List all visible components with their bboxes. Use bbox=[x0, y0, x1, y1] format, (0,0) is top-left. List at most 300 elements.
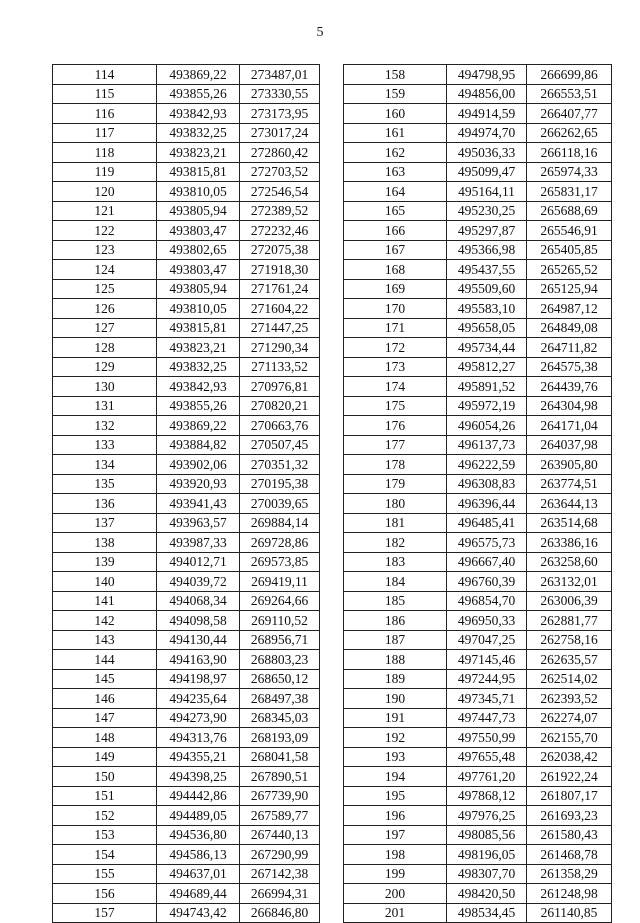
x-coordinate-cell: 494355,21 bbox=[157, 747, 240, 767]
x-coordinate-cell: 497868,12 bbox=[447, 786, 527, 806]
table-row bbox=[53, 299, 320, 319]
x-coordinate-cell: 494012,71 bbox=[157, 552, 240, 572]
x-coordinate-cell: 496485,41 bbox=[447, 513, 527, 533]
y-coordinate-cell: 261580,43 bbox=[527, 825, 612, 845]
table-row bbox=[53, 513, 320, 533]
x-coordinate-cell: 493842,93 bbox=[157, 377, 240, 397]
y-coordinate-cell: 268650,12 bbox=[240, 669, 320, 689]
point-number-cell: 127 bbox=[53, 318, 157, 338]
x-coordinate-cell: 497550,99 bbox=[447, 728, 527, 748]
point-number-cell: 130 bbox=[53, 377, 157, 397]
point-number-cell: 196 bbox=[344, 806, 447, 826]
table-row bbox=[344, 884, 612, 904]
y-coordinate-cell: 267142,38 bbox=[240, 864, 320, 884]
x-coordinate-cell: 493941,43 bbox=[157, 494, 240, 514]
table-row bbox=[53, 279, 320, 299]
y-coordinate-cell: 272703,52 bbox=[240, 162, 320, 182]
point-number-cell: 195 bbox=[344, 786, 447, 806]
table-row bbox=[344, 162, 612, 182]
table-row bbox=[344, 786, 612, 806]
y-coordinate-cell: 264987,12 bbox=[527, 299, 612, 319]
table-row bbox=[344, 143, 612, 163]
point-number-cell: 156 bbox=[53, 884, 157, 904]
point-number-cell: 179 bbox=[344, 474, 447, 494]
y-coordinate-cell: 271604,22 bbox=[240, 299, 320, 319]
table-row bbox=[344, 630, 612, 650]
table-row bbox=[53, 767, 320, 787]
point-number-cell: 197 bbox=[344, 825, 447, 845]
point-number-cell: 186 bbox=[344, 611, 447, 631]
y-coordinate-cell: 268497,38 bbox=[240, 689, 320, 709]
y-coordinate-cell: 262038,42 bbox=[527, 747, 612, 767]
y-coordinate-cell: 270507,45 bbox=[240, 435, 320, 455]
y-coordinate-cell: 263386,16 bbox=[527, 533, 612, 553]
y-coordinate-cell: 273017,24 bbox=[240, 123, 320, 143]
point-number-cell: 155 bbox=[53, 864, 157, 884]
y-coordinate-cell: 269573,85 bbox=[240, 552, 320, 572]
point-number-cell: 131 bbox=[53, 396, 157, 416]
y-coordinate-cell: 271290,34 bbox=[240, 338, 320, 358]
x-coordinate-cell: 495509,60 bbox=[447, 279, 527, 299]
y-coordinate-cell: 262155,70 bbox=[527, 728, 612, 748]
table-row bbox=[344, 123, 612, 143]
table-row bbox=[344, 650, 612, 670]
table-row bbox=[344, 396, 612, 416]
table-row bbox=[53, 728, 320, 748]
point-number-cell: 161 bbox=[344, 123, 447, 143]
table-row bbox=[344, 611, 612, 631]
y-coordinate-cell: 268803,23 bbox=[240, 650, 320, 670]
x-coordinate-cell: 496222,59 bbox=[447, 455, 527, 475]
table-row bbox=[53, 435, 320, 455]
table-row bbox=[53, 708, 320, 728]
table-row bbox=[344, 84, 612, 104]
point-number-cell: 132 bbox=[53, 416, 157, 436]
y-coordinate-cell: 272546,54 bbox=[240, 182, 320, 202]
coordinates-table-left bbox=[52, 64, 320, 923]
x-coordinate-cell: 494637,01 bbox=[157, 864, 240, 884]
y-coordinate-cell: 269728,86 bbox=[240, 533, 320, 553]
table-row bbox=[53, 630, 320, 650]
table-row bbox=[344, 806, 612, 826]
table-row bbox=[53, 669, 320, 689]
y-coordinate-cell: 266699,86 bbox=[527, 65, 612, 85]
page-number: 5 bbox=[316, 25, 324, 40]
point-number-cell: 185 bbox=[344, 591, 447, 611]
table-row bbox=[53, 474, 320, 494]
y-coordinate-cell: 264304,98 bbox=[527, 396, 612, 416]
x-coordinate-cell: 495099,47 bbox=[447, 162, 527, 182]
x-coordinate-cell: 495036,33 bbox=[447, 143, 527, 163]
y-coordinate-cell: 270663,76 bbox=[240, 416, 320, 436]
point-number-cell: 200 bbox=[344, 884, 447, 904]
point-number-cell: 129 bbox=[53, 357, 157, 377]
x-coordinate-cell: 497047,25 bbox=[447, 630, 527, 650]
x-coordinate-cell: 494489,05 bbox=[157, 806, 240, 826]
x-coordinate-cell: 493869,22 bbox=[157, 416, 240, 436]
x-coordinate-cell: 494974,70 bbox=[447, 123, 527, 143]
x-coordinate-cell: 493855,26 bbox=[157, 84, 240, 104]
y-coordinate-cell: 266262,65 bbox=[527, 123, 612, 143]
point-number-cell: 143 bbox=[53, 630, 157, 650]
table-row bbox=[344, 299, 612, 319]
point-number-cell: 164 bbox=[344, 182, 447, 202]
x-coordinate-cell: 494689,44 bbox=[157, 884, 240, 904]
x-coordinate-cell: 493855,26 bbox=[157, 396, 240, 416]
x-coordinate-cell: 495297,87 bbox=[447, 221, 527, 241]
x-coordinate-cell: 496760,39 bbox=[447, 572, 527, 592]
point-number-cell: 201 bbox=[344, 903, 447, 923]
point-number-cell: 115 bbox=[53, 84, 157, 104]
y-coordinate-cell: 273330,55 bbox=[240, 84, 320, 104]
x-coordinate-cell: 495972,19 bbox=[447, 396, 527, 416]
table-row bbox=[344, 494, 612, 514]
y-coordinate-cell: 264575,38 bbox=[527, 357, 612, 377]
y-coordinate-cell: 271918,30 bbox=[240, 260, 320, 280]
point-number-cell: 181 bbox=[344, 513, 447, 533]
table-row bbox=[344, 669, 612, 689]
x-coordinate-cell: 498085,56 bbox=[447, 825, 527, 845]
point-number-cell: 135 bbox=[53, 474, 157, 494]
table-row bbox=[344, 689, 612, 709]
coordinates-table-right bbox=[343, 64, 612, 923]
table-row bbox=[53, 357, 320, 377]
y-coordinate-cell: 263774,51 bbox=[527, 474, 612, 494]
point-number-cell: 121 bbox=[53, 201, 157, 221]
point-number-cell: 162 bbox=[344, 143, 447, 163]
table-row bbox=[53, 65, 320, 85]
y-coordinate-cell: 270820,21 bbox=[240, 396, 320, 416]
x-coordinate-cell: 494313,76 bbox=[157, 728, 240, 748]
point-number-cell: 116 bbox=[53, 104, 157, 124]
point-number-cell: 189 bbox=[344, 669, 447, 689]
point-number-cell: 193 bbox=[344, 747, 447, 767]
table-row bbox=[53, 747, 320, 767]
point-number-cell: 163 bbox=[344, 162, 447, 182]
point-number-cell: 134 bbox=[53, 455, 157, 475]
y-coordinate-cell: 261922,24 bbox=[527, 767, 612, 787]
y-coordinate-cell: 261693,23 bbox=[527, 806, 612, 826]
point-number-cell: 151 bbox=[53, 786, 157, 806]
x-coordinate-cell: 498534,45 bbox=[447, 903, 527, 923]
point-number-cell: 172 bbox=[344, 338, 447, 358]
x-coordinate-cell: 495734,44 bbox=[447, 338, 527, 358]
y-coordinate-cell: 267739,90 bbox=[240, 786, 320, 806]
table-row bbox=[344, 201, 612, 221]
table-row bbox=[53, 864, 320, 884]
point-number-cell: 141 bbox=[53, 591, 157, 611]
table-row bbox=[53, 455, 320, 475]
x-coordinate-cell: 496396,44 bbox=[447, 494, 527, 514]
x-coordinate-cell: 493810,05 bbox=[157, 299, 240, 319]
x-coordinate-cell: 497761,20 bbox=[447, 767, 527, 787]
y-coordinate-cell: 273173,95 bbox=[240, 104, 320, 124]
y-coordinate-cell: 269264,66 bbox=[240, 591, 320, 611]
x-coordinate-cell: 494743,42 bbox=[157, 903, 240, 923]
x-coordinate-cell: 493823,21 bbox=[157, 338, 240, 358]
point-number-cell: 171 bbox=[344, 318, 447, 338]
point-number-cell: 118 bbox=[53, 143, 157, 163]
point-number-cell: 145 bbox=[53, 669, 157, 689]
point-number-cell: 167 bbox=[344, 240, 447, 260]
x-coordinate-cell: 493842,93 bbox=[157, 104, 240, 124]
y-coordinate-cell: 261807,17 bbox=[527, 786, 612, 806]
table-row bbox=[344, 825, 612, 845]
x-coordinate-cell: 493803,47 bbox=[157, 260, 240, 280]
table-row bbox=[53, 260, 320, 280]
table-row bbox=[53, 845, 320, 865]
table-row bbox=[344, 357, 612, 377]
x-coordinate-cell: 494856,00 bbox=[447, 84, 527, 104]
table-row bbox=[53, 221, 320, 241]
table-row bbox=[344, 338, 612, 358]
table-row bbox=[53, 318, 320, 338]
y-coordinate-cell: 263514,68 bbox=[527, 513, 612, 533]
point-number-cell: 128 bbox=[53, 338, 157, 358]
y-coordinate-cell: 262635,57 bbox=[527, 650, 612, 670]
point-number-cell: 117 bbox=[53, 123, 157, 143]
y-coordinate-cell: 270976,81 bbox=[240, 377, 320, 397]
x-coordinate-cell: 494098,58 bbox=[157, 611, 240, 631]
x-coordinate-cell: 497345,71 bbox=[447, 689, 527, 709]
table-row bbox=[344, 240, 612, 260]
x-coordinate-cell: 494039,72 bbox=[157, 572, 240, 592]
x-coordinate-cell: 497976,25 bbox=[447, 806, 527, 826]
table-row bbox=[344, 260, 612, 280]
y-coordinate-cell: 269884,14 bbox=[240, 513, 320, 533]
table-row bbox=[344, 455, 612, 475]
point-number-cell: 126 bbox=[53, 299, 157, 319]
table-row bbox=[344, 435, 612, 455]
point-number-cell: 153 bbox=[53, 825, 157, 845]
table-row bbox=[53, 396, 320, 416]
x-coordinate-cell: 498307,70 bbox=[447, 864, 527, 884]
table-row bbox=[344, 708, 612, 728]
table-row bbox=[344, 767, 612, 787]
y-coordinate-cell: 272389,52 bbox=[240, 201, 320, 221]
x-coordinate-cell: 493805,94 bbox=[157, 201, 240, 221]
point-number-cell: 140 bbox=[53, 572, 157, 592]
x-coordinate-cell: 493805,94 bbox=[157, 279, 240, 299]
point-number-cell: 192 bbox=[344, 728, 447, 748]
x-coordinate-cell: 496667,40 bbox=[447, 552, 527, 572]
y-coordinate-cell: 262274,07 bbox=[527, 708, 612, 728]
point-number-cell: 166 bbox=[344, 221, 447, 241]
y-coordinate-cell: 265974,33 bbox=[527, 162, 612, 182]
x-coordinate-cell: 495230,25 bbox=[447, 201, 527, 221]
point-number-cell: 146 bbox=[53, 689, 157, 709]
y-coordinate-cell: 268193,09 bbox=[240, 728, 320, 748]
table-row bbox=[53, 377, 320, 397]
y-coordinate-cell: 264711,82 bbox=[527, 338, 612, 358]
x-coordinate-cell: 495164,11 bbox=[447, 182, 527, 202]
table-row bbox=[53, 240, 320, 260]
table-row bbox=[344, 903, 612, 923]
y-coordinate-cell: 264171,04 bbox=[527, 416, 612, 436]
y-coordinate-cell: 262881,77 bbox=[527, 611, 612, 631]
y-coordinate-cell: 265688,69 bbox=[527, 201, 612, 221]
x-coordinate-cell: 494130,44 bbox=[157, 630, 240, 650]
x-coordinate-cell: 494536,80 bbox=[157, 825, 240, 845]
y-coordinate-cell: 261358,29 bbox=[527, 864, 612, 884]
x-coordinate-cell: 498196,05 bbox=[447, 845, 527, 865]
point-number-cell: 177 bbox=[344, 435, 447, 455]
y-coordinate-cell: 265405,85 bbox=[527, 240, 612, 260]
point-number-cell: 154 bbox=[53, 845, 157, 865]
x-coordinate-cell: 493902,06 bbox=[157, 455, 240, 475]
point-number-cell: 159 bbox=[344, 84, 447, 104]
point-number-cell: 169 bbox=[344, 279, 447, 299]
table-row bbox=[53, 825, 320, 845]
point-number-cell: 120 bbox=[53, 182, 157, 202]
point-number-cell: 180 bbox=[344, 494, 447, 514]
table-row bbox=[53, 104, 320, 124]
x-coordinate-cell: 495658,05 bbox=[447, 318, 527, 338]
point-number-cell: 123 bbox=[53, 240, 157, 260]
x-coordinate-cell: 498420,50 bbox=[447, 884, 527, 904]
y-coordinate-cell: 262393,52 bbox=[527, 689, 612, 709]
y-coordinate-cell: 270039,65 bbox=[240, 494, 320, 514]
y-coordinate-cell: 265125,94 bbox=[527, 279, 612, 299]
x-coordinate-cell: 496854,70 bbox=[447, 591, 527, 611]
x-coordinate-cell: 493884,82 bbox=[157, 435, 240, 455]
point-number-cell: 125 bbox=[53, 279, 157, 299]
x-coordinate-cell: 494442,86 bbox=[157, 786, 240, 806]
point-number-cell: 138 bbox=[53, 533, 157, 553]
x-coordinate-cell: 495437,55 bbox=[447, 260, 527, 280]
x-coordinate-cell: 493987,33 bbox=[157, 533, 240, 553]
y-coordinate-cell: 271447,25 bbox=[240, 318, 320, 338]
table-row bbox=[344, 513, 612, 533]
y-coordinate-cell: 272075,38 bbox=[240, 240, 320, 260]
table-row bbox=[53, 591, 320, 611]
point-number-cell: 188 bbox=[344, 650, 447, 670]
y-coordinate-cell: 269419,11 bbox=[240, 572, 320, 592]
y-coordinate-cell: 267290,99 bbox=[240, 845, 320, 865]
x-coordinate-cell: 495583,10 bbox=[447, 299, 527, 319]
x-coordinate-cell: 494398,25 bbox=[157, 767, 240, 787]
table-row bbox=[344, 279, 612, 299]
point-number-cell: 149 bbox=[53, 747, 157, 767]
table-row bbox=[344, 845, 612, 865]
point-number-cell: 165 bbox=[344, 201, 447, 221]
table-row bbox=[53, 806, 320, 826]
point-number-cell: 142 bbox=[53, 611, 157, 631]
table-row bbox=[53, 572, 320, 592]
table-row bbox=[53, 786, 320, 806]
y-coordinate-cell: 264037,98 bbox=[527, 435, 612, 455]
point-number-cell: 157 bbox=[53, 903, 157, 923]
point-number-cell: 150 bbox=[53, 767, 157, 787]
y-coordinate-cell: 262758,16 bbox=[527, 630, 612, 650]
point-number-cell: 133 bbox=[53, 435, 157, 455]
table-row bbox=[53, 182, 320, 202]
table-row bbox=[344, 65, 612, 85]
y-coordinate-cell: 272232,46 bbox=[240, 221, 320, 241]
y-coordinate-cell: 267589,77 bbox=[240, 806, 320, 826]
x-coordinate-cell: 495366,98 bbox=[447, 240, 527, 260]
x-coordinate-cell: 496950,33 bbox=[447, 611, 527, 631]
table-row bbox=[53, 201, 320, 221]
x-coordinate-cell: 493815,81 bbox=[157, 162, 240, 182]
table-row bbox=[344, 591, 612, 611]
table-row bbox=[53, 611, 320, 631]
y-coordinate-cell: 265265,52 bbox=[527, 260, 612, 280]
point-number-cell: 199 bbox=[344, 864, 447, 884]
point-number-cell: 184 bbox=[344, 572, 447, 592]
table-row bbox=[53, 552, 320, 572]
y-coordinate-cell: 261140,85 bbox=[527, 903, 612, 923]
y-coordinate-cell: 264849,08 bbox=[527, 318, 612, 338]
y-coordinate-cell: 270351,32 bbox=[240, 455, 320, 475]
point-number-cell: 183 bbox=[344, 552, 447, 572]
point-number-cell: 147 bbox=[53, 708, 157, 728]
point-number-cell: 173 bbox=[344, 357, 447, 377]
table-row bbox=[344, 747, 612, 767]
y-coordinate-cell: 265831,17 bbox=[527, 182, 612, 202]
point-number-cell: 136 bbox=[53, 494, 157, 514]
y-coordinate-cell: 268956,71 bbox=[240, 630, 320, 650]
point-number-cell: 168 bbox=[344, 260, 447, 280]
x-coordinate-cell: 497244,95 bbox=[447, 669, 527, 689]
y-coordinate-cell: 261248,98 bbox=[527, 884, 612, 904]
y-coordinate-cell: 264439,76 bbox=[527, 377, 612, 397]
table-row bbox=[53, 494, 320, 514]
y-coordinate-cell: 265546,91 bbox=[527, 221, 612, 241]
x-coordinate-cell: 496137,73 bbox=[447, 435, 527, 455]
y-coordinate-cell: 263006,39 bbox=[527, 591, 612, 611]
x-coordinate-cell: 495812,27 bbox=[447, 357, 527, 377]
x-coordinate-cell: 493832,25 bbox=[157, 357, 240, 377]
table-row bbox=[53, 650, 320, 670]
point-number-cell: 191 bbox=[344, 708, 447, 728]
x-coordinate-cell: 497447,73 bbox=[447, 708, 527, 728]
point-number-cell: 124 bbox=[53, 260, 157, 280]
table-row bbox=[53, 416, 320, 436]
point-number-cell: 174 bbox=[344, 377, 447, 397]
x-coordinate-cell: 494198,97 bbox=[157, 669, 240, 689]
table-row bbox=[53, 903, 320, 923]
table-row bbox=[344, 377, 612, 397]
table-row bbox=[53, 338, 320, 358]
x-coordinate-cell: 493803,47 bbox=[157, 221, 240, 241]
y-coordinate-cell: 261468,78 bbox=[527, 845, 612, 865]
table-row bbox=[344, 728, 612, 748]
point-number-cell: 137 bbox=[53, 513, 157, 533]
table-row bbox=[344, 864, 612, 884]
point-number-cell: 119 bbox=[53, 162, 157, 182]
y-coordinate-cell: 270195,38 bbox=[240, 474, 320, 494]
table-row bbox=[344, 182, 612, 202]
x-coordinate-cell: 496575,73 bbox=[447, 533, 527, 553]
y-coordinate-cell: 266553,51 bbox=[527, 84, 612, 104]
y-coordinate-cell: 268041,58 bbox=[240, 747, 320, 767]
table-row bbox=[53, 143, 320, 163]
x-coordinate-cell: 493920,93 bbox=[157, 474, 240, 494]
x-coordinate-cell: 493810,05 bbox=[157, 182, 240, 202]
table-row bbox=[53, 123, 320, 143]
x-coordinate-cell: 494914,59 bbox=[447, 104, 527, 124]
table-row bbox=[344, 318, 612, 338]
point-number-cell: 152 bbox=[53, 806, 157, 826]
x-coordinate-cell: 493832,25 bbox=[157, 123, 240, 143]
y-coordinate-cell: 263132,01 bbox=[527, 572, 612, 592]
table-row bbox=[344, 572, 612, 592]
y-coordinate-cell: 266994,31 bbox=[240, 884, 320, 904]
point-number-cell: 148 bbox=[53, 728, 157, 748]
table-row bbox=[344, 221, 612, 241]
point-number-cell: 187 bbox=[344, 630, 447, 650]
